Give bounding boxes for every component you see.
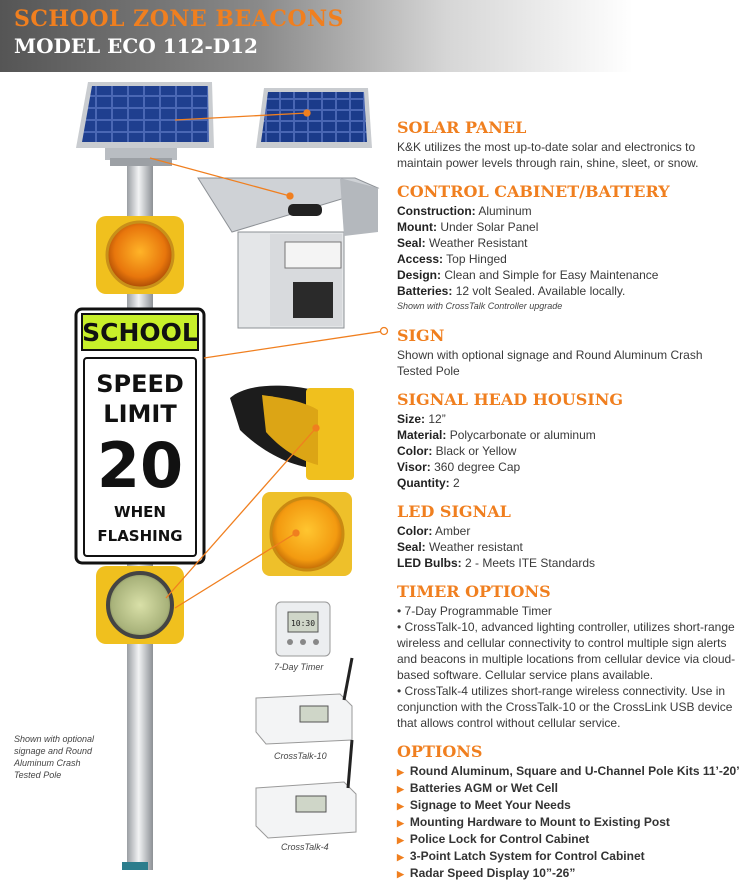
timer-lcd: 10:30 (290, 619, 316, 628)
cabinet-row: Design: Clean and Simple for Easy Maintenance (397, 268, 659, 282)
option-item: ▶ Batteries AGM or Wet Cell (397, 781, 558, 795)
footer-mark (122, 862, 148, 870)
triangle-bullet-icon: ▶ (397, 869, 404, 879)
model-subtitle: MODEL ECO 112-D12 (14, 34, 258, 58)
school-sign-art (76, 309, 204, 563)
page-title: SCHOOL ZONE BEACONS (14, 6, 345, 32)
led-signal (262, 492, 352, 576)
option-item: ▶ Mounting Hardware to Mount to Existing Post (397, 815, 670, 829)
sign-limit: LIMIT (103, 400, 177, 428)
solar-section (397, 118, 742, 171)
triangle-bullet-icon: ▶ (397, 784, 404, 794)
timer-bullet: • CrossTalk-10, advanced lighting controller, utilizes short-range wireless and cellular connectivity to control multiple sign alerts and beacons in multiple locations from cellular device via cloud-based software. Cellular service plans available. (397, 620, 736, 682)
timer-bullet: • 7-Day Programmable Timer (397, 604, 552, 618)
solar-text: K&K utilizes the most up-to-date solar and electronics to maintain power levels through rain, shine, sleet, or snow. (397, 140, 699, 170)
housing-row: Color: Black or Yellow (397, 444, 517, 458)
pole-note-line2: signage and Round (14, 746, 93, 756)
sign-flashing: FLASHING (97, 527, 183, 545)
control-cabinet-photo (198, 178, 378, 328)
caption-crosstalk-4: CrossTalk-4 (281, 842, 329, 852)
signal-head-housing (230, 386, 354, 480)
led-row: Seal: Weather resistant (397, 540, 523, 554)
caption-crosstalk-10: CrossTalk-10 (274, 751, 327, 761)
timer-bullet: • CrossTalk-4 utilizes short-range wireless connectivity. Use in conjunction with the CrossTalk-10 or the CrossLink USB device that allows control without cellular service. (397, 684, 733, 730)
triangle-bullet-icon: ▶ (397, 852, 404, 862)
housing-section (397, 390, 742, 491)
led-heading: LED SIGNAL (397, 502, 511, 521)
led-row: Color: Amber (397, 524, 471, 538)
timer-device (276, 602, 330, 656)
sign-number: 20 (96, 429, 184, 502)
sign-speed: SPEED (96, 370, 184, 398)
pole-note-line3: Aluminum Crash (14, 758, 81, 768)
lower-beacon (96, 566, 184, 644)
housing-row: Material: Polycarbonate or aluminum (397, 428, 596, 442)
solar-panel-detail (256, 88, 372, 148)
triangle-bullet-icon: ▶ (397, 801, 404, 811)
housing-heading: SIGNAL HEAD HOUSING (397, 390, 624, 409)
triangle-bullet-icon: ▶ (397, 818, 404, 828)
housing-row: Size: 12” (397, 412, 446, 426)
options-heading: OPTIONS (397, 742, 483, 761)
cabinet-note: Shown with CrossTalk Controller upgrade (397, 301, 563, 311)
triangle-bullet-icon: ▶ (397, 767, 404, 777)
cabinet-row: Construction: Aluminum (397, 204, 532, 218)
option-item: ▶ Round Aluminum, Square and U-Channel Pole Kits 11’-20’ (397, 764, 740, 778)
sign-when: WHEN (114, 503, 166, 521)
timer-heading: TIMER OPTIONS (397, 582, 551, 601)
triangle-bullet-icon: ▶ (397, 835, 404, 845)
housing-row: Quantity: 2 (397, 476, 460, 490)
solar-panel-main (76, 82, 214, 166)
sign-section (397, 326, 727, 379)
pole-note-line4: Tested Pole (14, 770, 62, 780)
cabinet-row: Batteries: 12 volt Sealed. Available locally. (397, 284, 626, 298)
cabinet-row: Mount: Under Solar Panel (397, 220, 539, 234)
pole-note-line1: Shown with optional (14, 734, 95, 744)
options-section (397, 742, 742, 882)
pole-note (14, 733, 94, 781)
cabinet-row: Access: Top Hinged (397, 252, 507, 266)
led-section (397, 502, 742, 571)
sign-school: SCHOOL (82, 318, 198, 347)
solar-heading: SOLAR PANEL (397, 118, 527, 137)
led-row: LED Bulbs: 2 - Meets ITE Standards (397, 556, 596, 570)
cabinet-heading: CONTROL CABINET/BATTERY (397, 182, 670, 201)
upper-beacon (96, 216, 184, 294)
option-item: ▶ Radar Speed Display 10”-26” (397, 866, 576, 880)
option-item: ▶ Police Lock for Control Cabinet (397, 832, 590, 846)
housing-row: Visor: 360 degree Cap (397, 460, 521, 474)
option-item: ▶ 3-Point Latch System for Control Cabinet (397, 849, 645, 863)
caption-timer: 7-Day Timer (274, 662, 324, 672)
sign-text: Shown with optional signage and Round Aluminum Crash Tested Pole (397, 348, 703, 378)
cabinet-section (397, 182, 742, 313)
timer-section (397, 582, 742, 731)
option-item: ▶ Signage to Meet Your Needs (397, 798, 571, 812)
cabinet-row: Seal: Weather Resistant (397, 236, 528, 250)
sign-heading: SIGN (397, 326, 445, 345)
